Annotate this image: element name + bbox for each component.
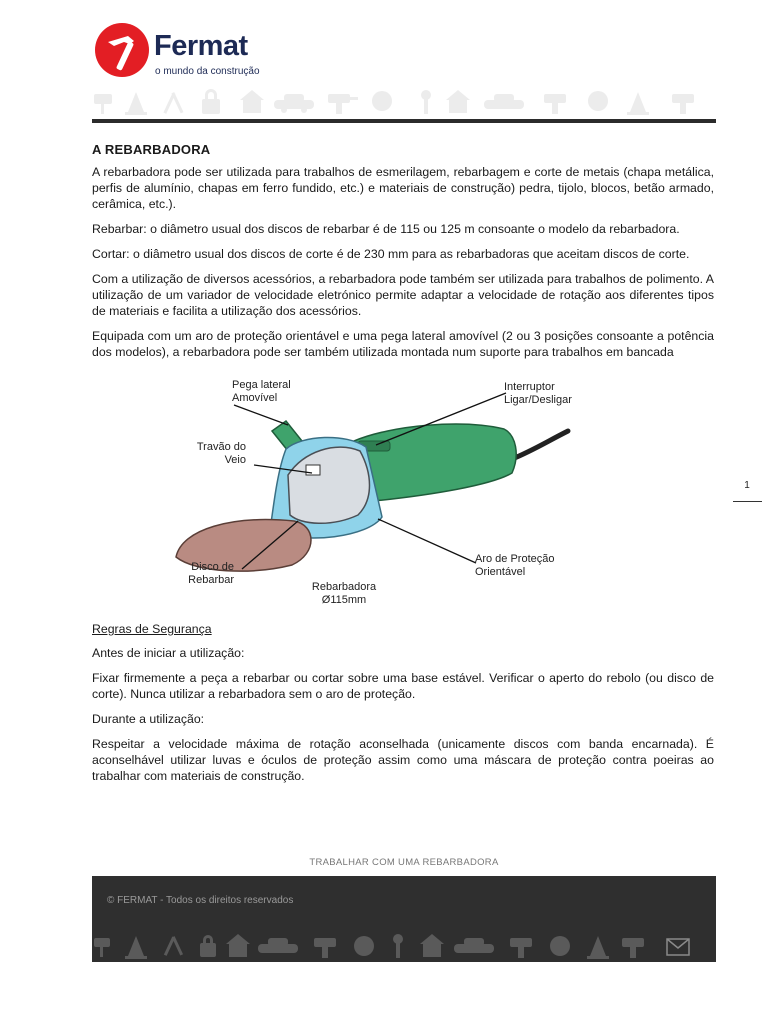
tools-icon bbox=[164, 936, 183, 956]
house-icon bbox=[420, 934, 444, 957]
padlock-icon bbox=[200, 935, 216, 957]
grinder-diagram bbox=[92, 369, 714, 613]
house-icon bbox=[446, 90, 470, 113]
label-rebarbadora: Rebarbadora Ø115mm bbox=[311, 581, 377, 606]
tools-icon bbox=[163, 92, 183, 114]
header-rule bbox=[92, 119, 716, 123]
header-icon-strip bbox=[92, 86, 716, 116]
label-aro: Aro de Proteção Orientável bbox=[475, 553, 555, 578]
footer-bar bbox=[92, 876, 716, 962]
saw-blade-icon bbox=[354, 936, 374, 956]
car-icon bbox=[484, 94, 524, 109]
paragraph-rebarbar: Rebarbar: o diâmetro usual dos discos de rebarbar é de 115 ou 125 m consoante o modelo da rebarbadora. bbox=[92, 222, 680, 236]
paragraph-equipada: Equipada com um aro de proteção orientável e uma pega lateral amovível (2 ou 3 posições consoante a potência dos modelos), a rebarbadora pode ser também utilizada montada num suporte para trabalhos em bancada bbox=[92, 329, 714, 359]
mail-icon[interactable] bbox=[666, 938, 690, 956]
paragraph-intro: A rebarbadora pode ser utilizada para trabalhos de esmerilagem, rebarbagem e corte de metais (chapa metálica, perfis de alumínio, chapas em ferro fundido, etc.) e materiais de construção) pedra, tijolo, blocos, betão armado, cerâmica, etc.). bbox=[92, 165, 714, 211]
footer-icon-strip bbox=[92, 932, 716, 960]
label-pega-lateral: Pega lateral Amovível bbox=[232, 379, 291, 404]
power-cord bbox=[512, 431, 568, 459]
car-icon bbox=[454, 938, 494, 953]
leader-pega bbox=[234, 405, 288, 425]
label-travao: Travão do Veio bbox=[196, 441, 246, 466]
footer-title: TRABALHAR COM UMA REBARBADORA bbox=[309, 857, 499, 868]
safety-before-text: Fixar firmemente a peça a rebarbar ou cortar sobre uma base estável. Verificar o aperto do rebolo (ou disco de corte). Nunca utilizar a rebarbadora sem o aro de proteção. bbox=[92, 671, 714, 701]
saw-blade-icon bbox=[588, 91, 608, 111]
drill-icon bbox=[314, 938, 336, 958]
paint-roller-icon bbox=[94, 94, 112, 114]
car-icon bbox=[258, 938, 298, 953]
traffic-cone-icon bbox=[125, 936, 147, 959]
brand-tagline: o mundo da construção bbox=[155, 66, 260, 77]
drill-icon bbox=[510, 938, 532, 958]
footer-copyright: © FERMAT - Todos os direitos reservados bbox=[107, 895, 294, 906]
safety-during-label: Durante a utilização: bbox=[92, 712, 205, 726]
drill-icon bbox=[328, 94, 358, 114]
traffic-cone-icon bbox=[627, 92, 649, 115]
padlock-icon bbox=[202, 89, 220, 114]
paragraph-acessorios: Com a utilização de diversos acessórios, a rebarbadora pode também ser utilizada para trabalhos de polimento. A utilização de um variador de velocidade eletrónico permite adaptar a velocidade de rotação aos diferentes tipos de materiais e facilita a utilização dos acessórios. bbox=[92, 272, 714, 318]
safety-during-text: Respeitar a velocidade máxima de rotação aconselhada (unicamente discos com banda encarnada). É aconselhável utilizar luvas e óculos de proteção assim como uma máscara de proteção contra poeiras ao trabalhar com materiais de construção. bbox=[92, 737, 714, 783]
label-interruptor: Interruptor Ligar/Desligar bbox=[504, 381, 572, 406]
spindle-lock-icon bbox=[306, 465, 320, 475]
house-icon bbox=[240, 90, 264, 113]
saw-blade-icon bbox=[550, 936, 570, 956]
page-number-rule bbox=[733, 501, 762, 502]
article-body bbox=[92, 142, 714, 793]
fermat-logo[interactable] bbox=[94, 22, 294, 78]
key-icon bbox=[421, 90, 431, 114]
leader-aro bbox=[378, 519, 476, 563]
safety-before-label: Antes de iniciar a utilização: bbox=[92, 646, 245, 660]
paint-roller-icon bbox=[94, 938, 110, 957]
drill-icon bbox=[672, 94, 694, 114]
hammer-logo-icon bbox=[94, 22, 150, 78]
safety-heading: Regras de Segurança bbox=[92, 622, 212, 636]
brand-name: Fermat bbox=[154, 30, 248, 62]
label-disco: Disco de Rebarbar bbox=[188, 561, 234, 586]
car-icon bbox=[274, 94, 314, 113]
key-icon bbox=[393, 934, 403, 958]
article-title: A REBARBADORA bbox=[92, 142, 211, 157]
page-number: 1 bbox=[744, 480, 750, 491]
house-icon bbox=[226, 934, 250, 957]
traffic-cone-icon bbox=[587, 936, 609, 959]
drill-icon bbox=[544, 94, 566, 114]
drill-icon bbox=[622, 938, 644, 958]
traffic-cone-icon bbox=[125, 92, 147, 115]
saw-blade-icon bbox=[372, 91, 392, 111]
motor-body bbox=[354, 424, 516, 501]
paragraph-cortar: Cortar: o diâmetro usual dos discos de corte é de 230 mm para as rebarbadoras que aceitam discos de corte. bbox=[92, 247, 690, 261]
